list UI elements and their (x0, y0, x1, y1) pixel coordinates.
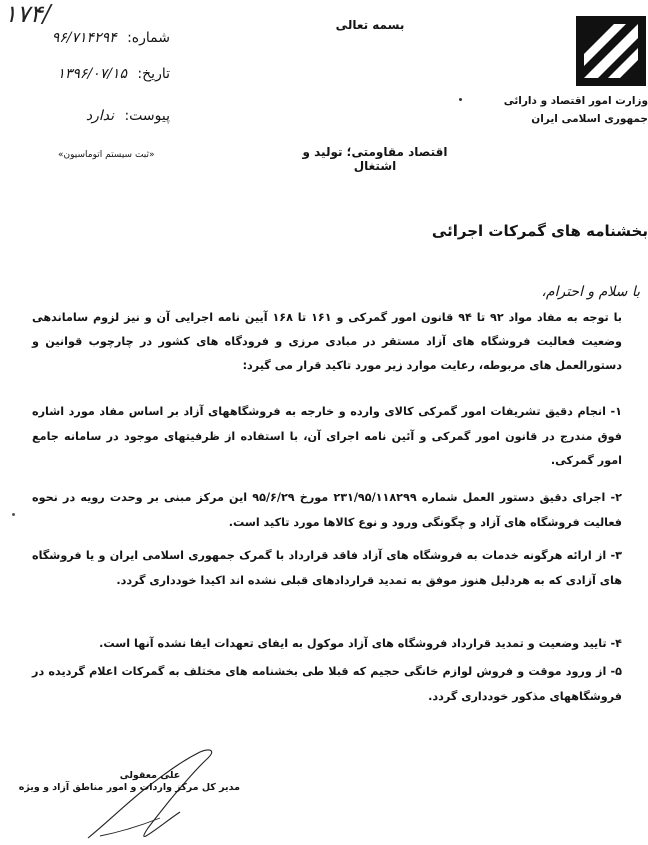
letter-number-row (20, 30, 170, 46)
list-item: ۴- تایید وضعیت و تمدید قرارداد فروشگاه های آزاد موکول به ایفای تعهدات ایفا نشده آنها است. (99, 637, 622, 650)
ministry-line-1: وزارت امور اقتصاد و دارائی (503, 95, 648, 107)
scan-speck (12, 513, 15, 516)
signatory-title: مدیر کل مرکز واردات و امور مناطق آزاد و ویژه (18, 782, 240, 793)
number-value: ۹۶/۷۱۴۲۹۴ (51, 30, 117, 46)
list-item: ۱- انجام دقیق تشریفات امور گمرکی کالای وارده و خارجه به فروشگاههای آزاد بر اساس مفاد مورد اشاره فوق مندرج در قانون امور گمرکی و آئین نامه اجرای آن، با استفاده از ظرفیتهای موجود در سامانه جامع امور گمرکی. (32, 405, 622, 467)
list-item: ۲- اجرای دقیق دستور العمل شماره ۲۳۱/۹۵/۱۱۸۲۹۹ مورخ ۹۵/۶/۲۹ این مرکز مبنی بر وحدت رویه در نحوه فعالیت فروشگاه های آزاد و چگونگی ورود و نوع کالاها مورد تاکید است. (32, 491, 622, 529)
intro-paragraph: با توجه به مفاد مواد ۹۲ تا ۹۴ قانون امور گمرکی و ۱۶۱ تا ۱۶۸ آیین نامه اجرایی آن و نیز لزوم ساماندهی وضعیت فعالیت فروشگاه های آزاد مستقر در مبادی مرزی و فرودگاه های کشور در چارچوب قوانین و دستورالعمل های مربوطه، رعایت موارد زیر مورد تاکید قرار می گیرد: (32, 311, 622, 372)
year-slogan: اقتصاد مقاومتی؛ تولید و اشتغال (302, 145, 448, 173)
date-value: ۱۳۹۶/۰۷/۱۵ (57, 66, 127, 82)
list-item: ۳- از ارائه هرگونه خدمات به فروشگاه های آزاد فاقد قرارداد با گمرک جمهوری اسلامی ایران و یا فروشگاه های آزادی که به هردلیل هنوز موفق به تمدید قراردادهای قبلی نشده اند اکیدا خودداری گردد. (32, 549, 622, 587)
attachment-row (20, 108, 170, 124)
attachment-value: ندارد (85, 108, 114, 124)
ministry-line-2: جمهوری اسلامی ایران (531, 113, 648, 125)
basmala-heading: بسمه تعالی (335, 18, 405, 32)
signatory-name: علی معقولی (119, 770, 181, 781)
attachment-label: پیوست: (124, 108, 170, 124)
automation-system-note: «ثبت سیستم اتوماسیون» (58, 150, 155, 160)
number-label: شماره: (127, 30, 170, 46)
handwritten-reference-number: ۱۷۴/ (4, 0, 51, 28)
ministry-name (503, 92, 648, 128)
customs-logo-icon (574, 14, 648, 88)
list-item: ۵- از ورود موقت و فروش لوازم خانگی حجیم که قبلا طی بخشنامه های مختلف به گمرکات اعلام گردیده در فروشگاههای مذکور خودداری گردد. (32, 665, 622, 703)
salutation: با سلام و احترام، (541, 284, 640, 300)
circular-title: بخشنامه های گمرکات اجرائی (431, 222, 648, 240)
scan-speck (459, 98, 462, 101)
letter-date-row (20, 66, 170, 82)
date-label: تاریخ: (137, 66, 170, 82)
